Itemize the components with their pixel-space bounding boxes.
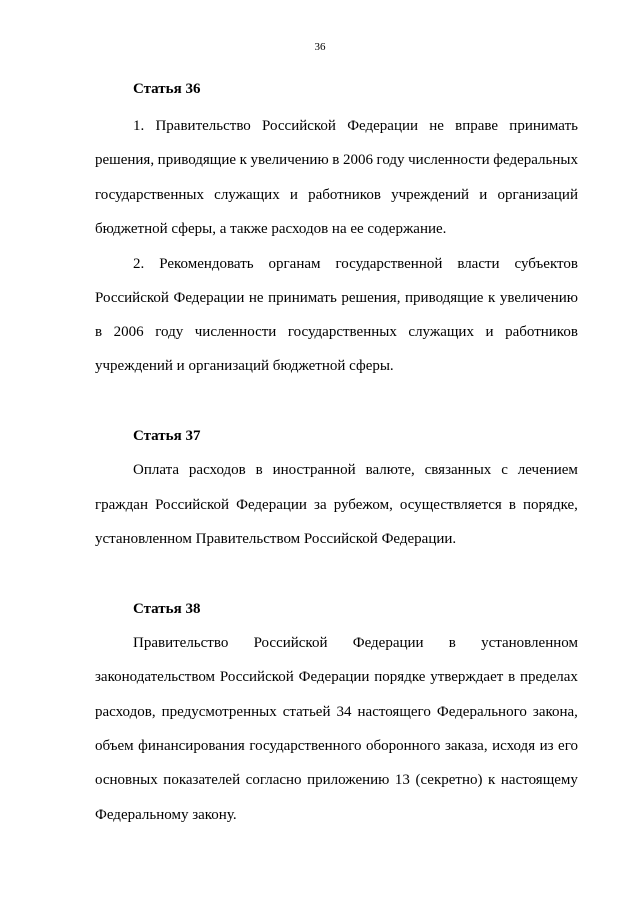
page-number: 36: [314, 41, 326, 53]
article-36-p2-line-2-word: увеличению: [499, 290, 578, 306]
article-37-p1-line-3-text: установленном Правительством Российской Федерации.: [95, 531, 457, 547]
article-36-p1-line-3-word: служащих: [214, 187, 280, 203]
article-38-p1-line-1-word: Правительство: [133, 635, 229, 651]
article-36-p2-line-1-word: органам: [268, 256, 321, 272]
article-36-p1-line-4: [95, 219, 446, 239]
article-38-p1-line-6-text: Федеральному закону.: [95, 807, 237, 823]
article-38-p1-line-3-word: закона,: [532, 704, 578, 720]
article-38-p1-line-5-word: показателей: [163, 772, 241, 788]
article-38-p1-line-4: [95, 736, 578, 756]
article-36-p1-line-1-word: не: [429, 118, 444, 134]
article-38-p1-line-3: [95, 702, 578, 722]
article-36-p1-line-1-word: Российской: [262, 118, 336, 134]
article-37-p1-line-2: [95, 495, 578, 515]
article-38-p1-line-5-word: к: [488, 772, 496, 788]
article-36-p1-line-3: [95, 185, 578, 205]
article-36-p2-line-3-word: численности: [194, 324, 277, 340]
article-38-p1-line-5-word: основных: [95, 772, 158, 788]
article-38-p1-line-3-word: статьей: [282, 704, 331, 720]
article-36-p2-line-2-word: Федерации: [173, 290, 245, 306]
article-38-p1-line-2-word: утверждает: [430, 669, 504, 685]
article-38-p1-line-2-word: пределах: [520, 669, 578, 685]
article-37-p1-line-1-word: лечением: [517, 462, 578, 478]
article-36-p1-line-2-word: федеральных: [493, 152, 578, 168]
article-36-p2-line-3-word: году: [155, 324, 184, 340]
article-36-p1-line-3-word: учреждений: [391, 187, 470, 203]
article-37-p1-line-1: [133, 460, 578, 480]
article-38-p1-line-5-word: согласно: [245, 772, 302, 788]
article-36-p2-line-3-word: в: [95, 324, 103, 340]
article-37-p1-line-1-word: в: [255, 462, 263, 478]
article-37-p1-line-2-word: Российской: [155, 497, 230, 513]
article-38-p1-line-3-word: 34: [336, 704, 352, 720]
article-38-p1-line-2-word: порядке: [374, 669, 426, 685]
article-36-p1-line-2-word: году: [376, 152, 405, 168]
article-36-p1-line-4-text: бюджетной сферы, а также расходов на ее содержание.: [95, 221, 447, 237]
article-36-p1-line-3-word: организаций: [497, 187, 578, 203]
article-38-p1-line-5-word: (секретно): [415, 772, 483, 788]
article-38-p1-line-4-word: его: [558, 738, 578, 754]
article-36-p2-line-3-word: государственных: [287, 324, 397, 340]
article-38-p1-line-5-word: настоящему: [500, 772, 578, 788]
article-36-p1-line-1-word: вправе: [455, 118, 499, 134]
article-36-p1-line-2-word: в: [332, 152, 340, 168]
article-36-p1-line-2-word: 2006: [342, 152, 373, 168]
article-36-p2-line-3-word: служащих: [408, 324, 474, 340]
article-36-p2-line-2-word: решения,: [341, 290, 401, 306]
article-36-p1-line-1-word: Федерации: [347, 118, 419, 134]
article-36-p1-line-3-word: работников: [308, 187, 381, 203]
article-36-p1-line-3-word: и: [479, 187, 488, 203]
article-37-p1-line-2-word: Федерации: [236, 497, 307, 513]
article-36-p2-line-2-word: не: [248, 290, 264, 306]
article-38-p1-line-4-word: заказа,: [444, 738, 488, 754]
article-36-p2-line-1-word: Рекомендовать: [159, 256, 254, 272]
article-37-heading: Статья 37: [133, 428, 201, 444]
article-36-p1-line-2-word: увеличению: [250, 152, 329, 168]
article-36-heading: Статья 36: [133, 81, 201, 97]
article-38-p1-line-1: [133, 633, 578, 653]
article-36-p2-line-1-word: 2.: [133, 256, 145, 272]
article-38-p1-line-5: [95, 770, 578, 790]
article-36-p1-line-1: [133, 116, 578, 136]
article-38-p1-line-4-word: государственного: [249, 738, 362, 754]
article-38-p1-line-1-word: в: [448, 635, 456, 651]
article-38-p1-line-2-word: Федерации: [298, 669, 370, 685]
article-37-p1-line-2-word: рубежом,: [333, 497, 393, 513]
article-38-p1-line-4-word: финансирования: [138, 738, 245, 754]
article-36-p2-line-3-word: 2006: [113, 324, 144, 340]
article-36-p2-line-3: [95, 322, 578, 342]
article-38-p1-line-6: [95, 805, 237, 825]
article-38-p1-line-1-word: Российской: [253, 635, 328, 651]
article-38-p1-line-5-word: приложению: [307, 772, 390, 788]
article-36-p2-line-2-word: к: [487, 290, 496, 306]
article-37-p1-line-1-word: связанных: [424, 462, 492, 478]
article-36-p2-line-1-word: субъектов: [514, 256, 578, 272]
article-36-p1-line-2-word: приводящие: [157, 152, 237, 168]
article-38-p1-line-2-word: в: [508, 669, 516, 685]
article-38-p1-line-4-word: исходя: [492, 738, 536, 754]
article-38-p1-line-3-word: настоящего: [357, 704, 431, 720]
article-38-p1-line-3-word: предусмотренных: [161, 704, 277, 720]
article-36-p1-line-1-word: Правительство: [155, 118, 251, 134]
article-37-p1-line-1-word: валюте,: [365, 462, 415, 478]
article-36-p2-line-2-word: принимать: [268, 290, 337, 306]
article-38-p1-line-4-word: объем: [95, 738, 134, 754]
article-36-p2-line-2-word: Российской: [95, 290, 169, 306]
article-38-p1-line-1-word: Федерации: [352, 635, 424, 651]
article-36-p1-line-3-word: государственных: [95, 187, 204, 203]
article-36-p2-line-2-word: приводящие: [405, 290, 484, 306]
article-36-p1-line-2: [95, 150, 578, 170]
article-36-p1-line-1-word: 1.: [133, 118, 145, 134]
article-36-p2-line-4: [95, 356, 394, 376]
article-38-p1-line-2-word: Российской: [219, 669, 294, 685]
article-38-p1-line-5-word: 13: [394, 772, 410, 788]
article-38-p1-line-2-word: законодательством: [95, 669, 216, 685]
article-37-p1-line-1-word: Оплата: [133, 462, 180, 478]
article-37-p1-line-2-word: осуществляется: [399, 497, 502, 513]
article-36-p1-line-3-word: и: [289, 187, 298, 203]
article-38-p1-line-4-word: оборонного: [365, 738, 441, 754]
article-36-p2-line-1-word: власти: [457, 256, 500, 272]
article-36-p2-line-4-text: учреждений и организаций бюджетной сферы.: [95, 358, 394, 374]
article-36-p2-line-2: [95, 288, 578, 308]
article-37-p1-line-1-word: расходов: [188, 462, 246, 478]
article-38-p1-line-4-word: из: [539, 738, 554, 754]
article-36-p1-line-1-word: принимать: [509, 118, 578, 134]
article-36-p2-line-1: [133, 254, 578, 274]
article-36-p1-line-2-word: к: [239, 152, 247, 168]
article-36-p1-line-2-word: численности: [408, 152, 490, 168]
article-36-p1-line-2-word: решения,: [95, 152, 155, 168]
article-37-p1-line-1-word: с: [501, 462, 508, 478]
article-38-p1-line-2: [95, 667, 578, 687]
article-38-p1-line-1-word: установленном: [481, 635, 578, 651]
article-37-p1-line-2-word: за: [314, 497, 327, 513]
article-37-p1-line-2-word: порядке,: [523, 497, 578, 513]
article-37-p1-line-1-word: иностранной: [272, 462, 356, 478]
article-37-p1-line-2-word: в: [508, 497, 516, 513]
article-37-p1-line-2-word: граждан: [95, 497, 148, 513]
article-37-p1-line-3: [95, 529, 456, 549]
article-36-p2-line-1-word: государственной: [335, 256, 443, 272]
article-38-heading: Статья 38: [133, 601, 201, 617]
article-36-p2-line-3-word: работников: [505, 324, 578, 340]
article-38-p1-line-3-word: Федерального: [436, 704, 527, 720]
article-36-p2-line-3-word: и: [485, 324, 494, 340]
article-38-p1-line-3-word: расходов,: [95, 704, 156, 720]
